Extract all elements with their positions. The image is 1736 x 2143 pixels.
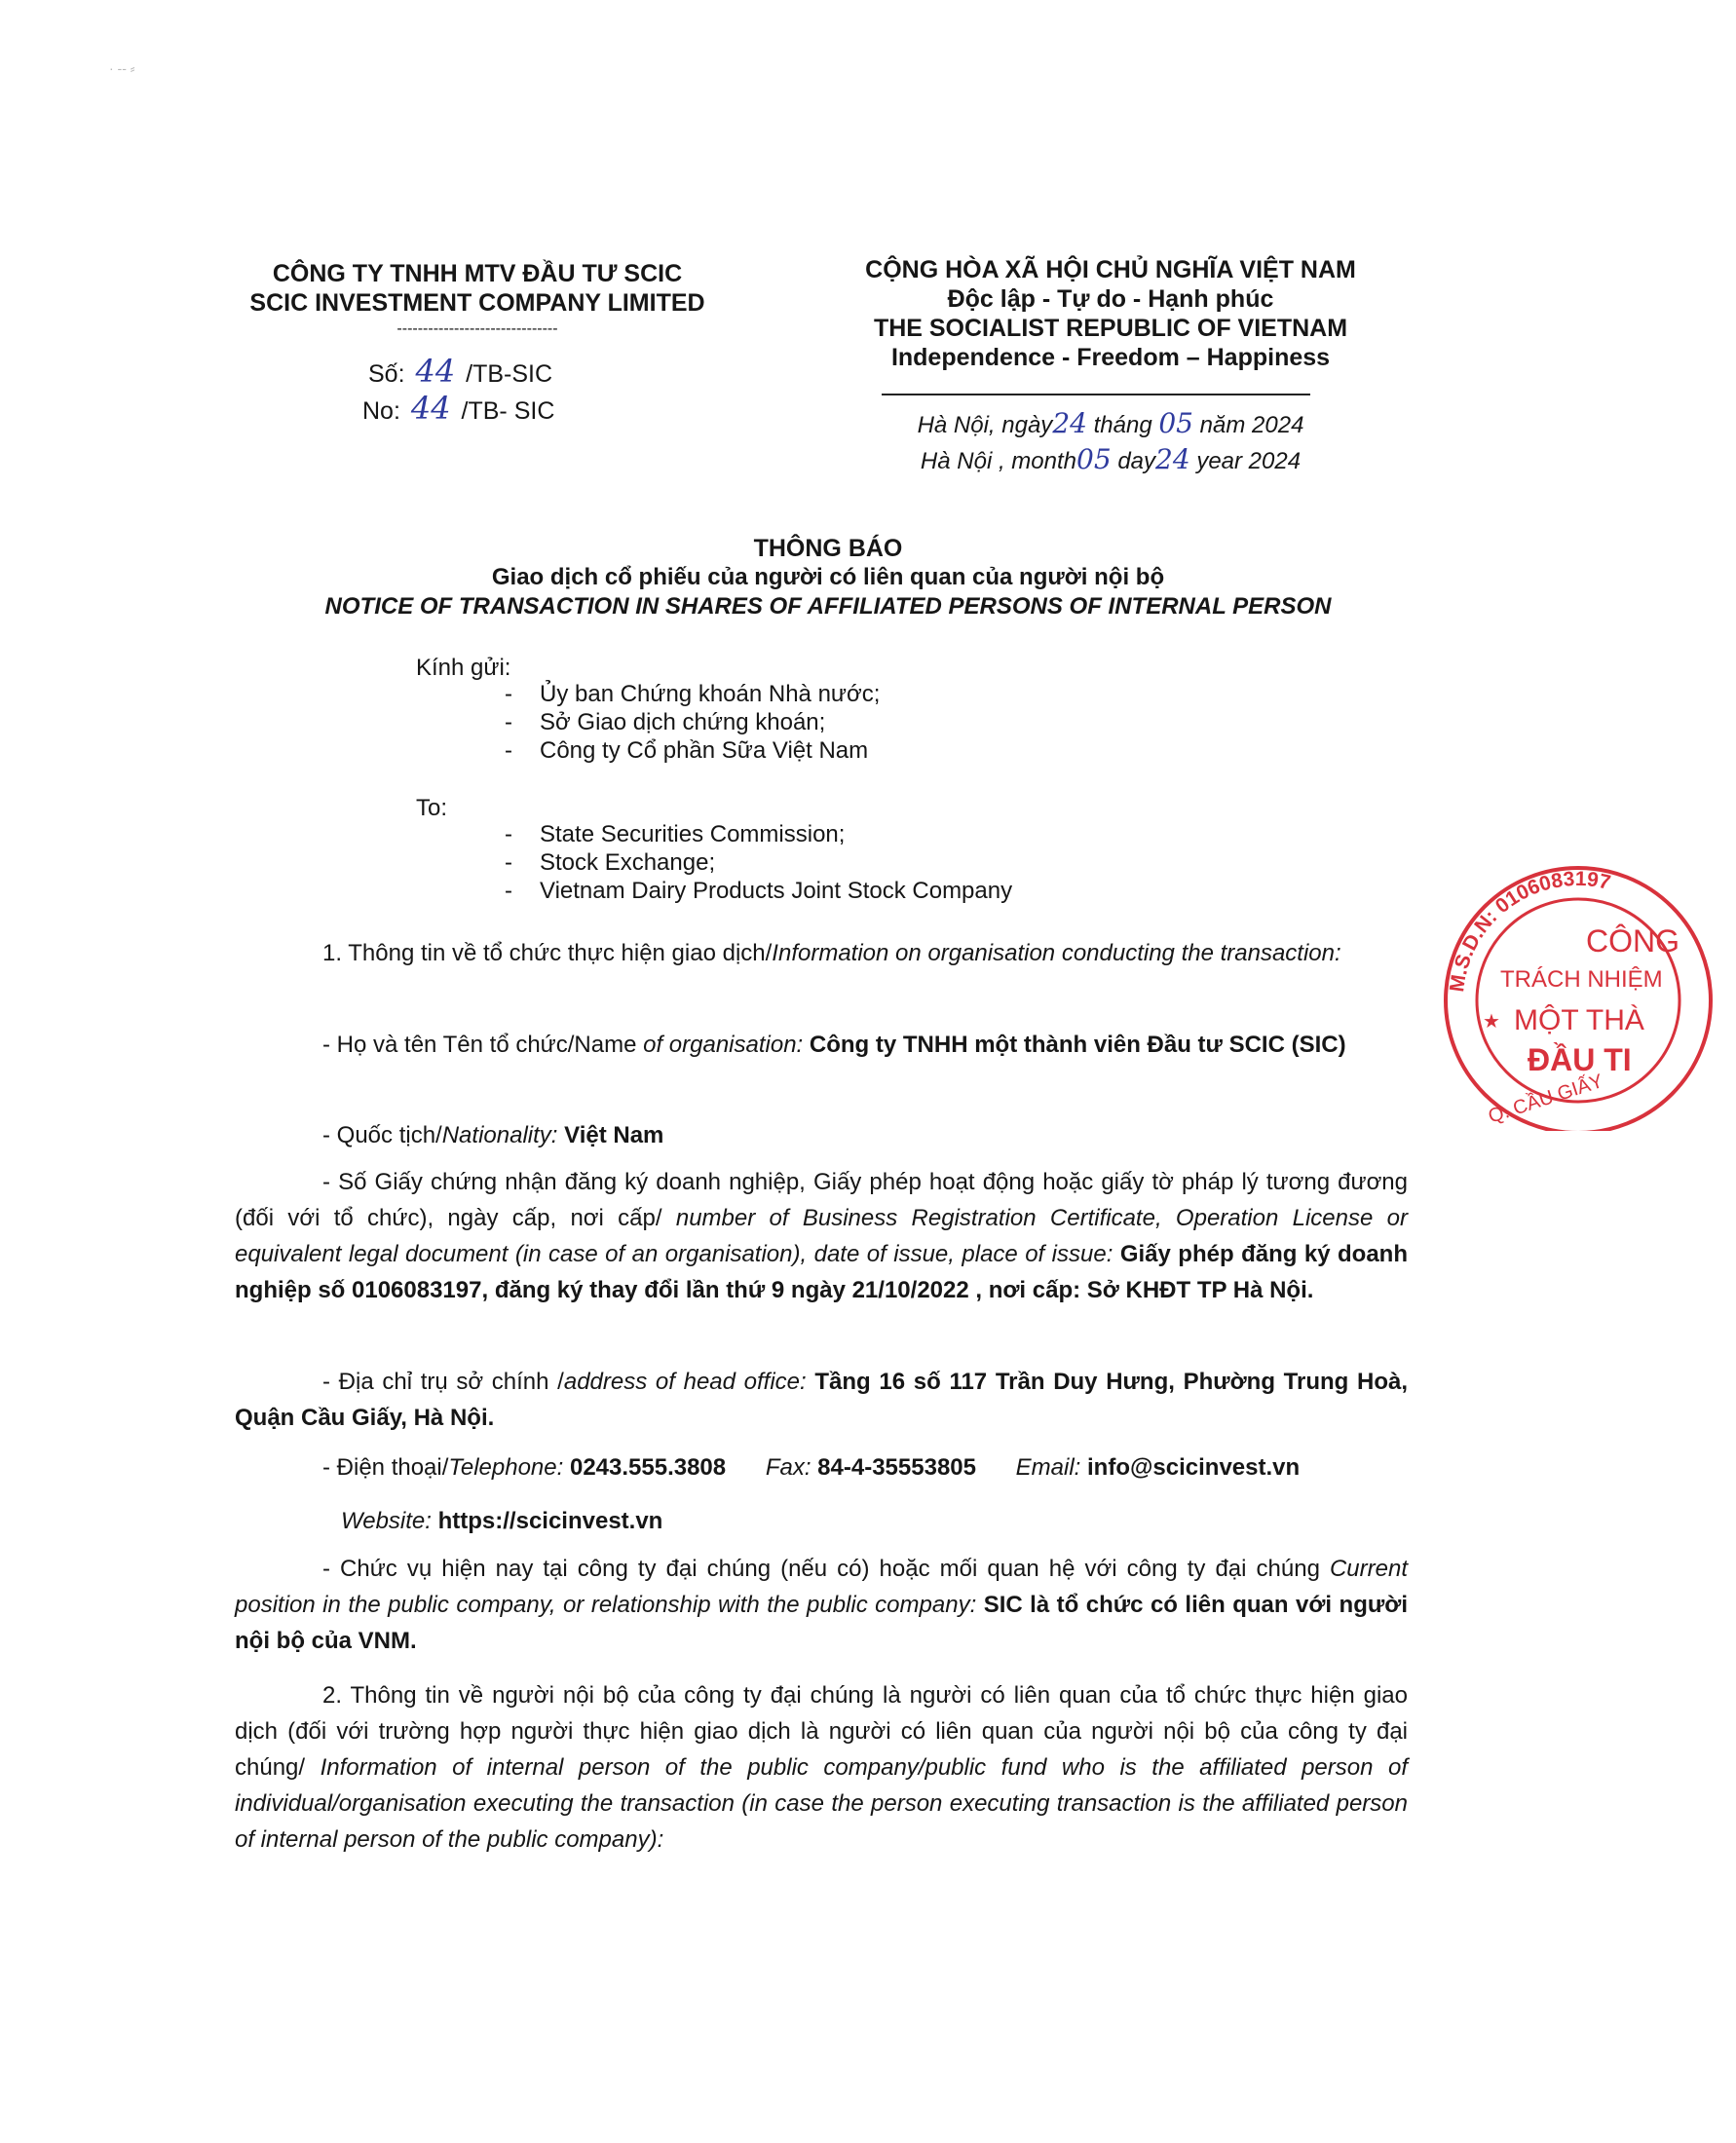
fax-value: 84-4-35553805 xyxy=(817,1454,976,1481)
issuer-name-vi: CÔNG TY TNHH MTV ĐẦU TƯ SCIC xyxy=(272,260,683,287)
date-vi-day-handwritten: 24 xyxy=(1052,407,1087,439)
recipients-en-label: To: xyxy=(416,795,448,821)
recipient-vi-item: - Sở Giao dịch chứng khoán; xyxy=(505,708,880,736)
recipient-vi-item: - Công ty Cổ phần Sữa Việt Nam xyxy=(505,736,880,765)
registration-label-en: number of Business Registration Certificate, Operation License or equivalent legal document (in case of an organisation), date of issue, place of issue: xyxy=(235,1205,1408,1267)
no-number-handwritten: 44 xyxy=(410,390,451,427)
org-name-row xyxy=(235,1027,1408,1063)
scan-artifact: · ‑‑ ⸗ xyxy=(109,60,135,76)
date-en-prefix: Hà Nội , month xyxy=(920,448,1076,474)
document-number-vi xyxy=(368,353,552,390)
section2-heading xyxy=(235,1677,1408,1858)
notice-subtitle-en: NOTICE OF TRANSACTION IN SHARES OF AFFILIATED PERSONS OF INTERNAL PERSON xyxy=(324,593,1332,620)
date-en-day-handwritten: 24 xyxy=(1155,443,1190,475)
date-line-en xyxy=(809,443,1413,475)
recipient-vi-item: - Ủy ban Chứng khoán Nhà nước; xyxy=(505,680,880,708)
phone-value: 0243.555.3808 xyxy=(569,1454,727,1481)
seal-line-3: MỘT THÀ xyxy=(1514,1004,1644,1036)
position-label-vi: - Chức vụ hiện nay tại công ty đại chúng (nếu có) hoặc mối quan hệ với công ty đại chúng xyxy=(322,1556,1320,1582)
header-rule xyxy=(882,394,1310,395)
issuer-header xyxy=(214,259,740,341)
nationality-label-en: Nationality: xyxy=(441,1122,558,1148)
seal-line-2: TRÁCH NHIỆM xyxy=(1500,966,1663,993)
org-name-value: Công ty TNHH một thành viên Đầu tư SCIC (SIC) xyxy=(809,1032,1346,1058)
date-vi-prefix: Hà Nội, ngày xyxy=(917,412,1053,438)
section1-heading-en: Information on organisation conducting the transaction: xyxy=(772,940,1341,966)
recipients-en-list xyxy=(505,820,1012,905)
fax-label: Fax: xyxy=(765,1454,811,1481)
website-row xyxy=(341,1508,662,1535)
so-suffix: /TB-SIC xyxy=(466,360,553,388)
company-seal-stamp xyxy=(1424,854,1679,1131)
position-value: SIC là tổ chức có liên quan với người nội bộ của VNM. xyxy=(235,1592,1408,1654)
date-vi-month-handwritten: 05 xyxy=(1158,407,1193,439)
seal-line-1: CÔNG xyxy=(1586,923,1679,959)
position-row xyxy=(235,1551,1408,1659)
org-name-label-vi: - Họ và tên Tên tổ chức/Name xyxy=(322,1032,637,1058)
so-label: Số: xyxy=(368,360,405,388)
phone-label-vi: - Điện thoại/ xyxy=(322,1454,449,1481)
section2-heading-vi: 2. Thông tin về người nội bộ của công ty đại chúng là người có liên quan của tổ chức thực hiện giao dịch (đối với trường hợp người thực hiện giao dịch là người có liên quan của người nội bộ của công ty đại chúng/ xyxy=(235,1682,1408,1781)
recipients-vi-list xyxy=(505,680,880,765)
recipients-vi-label: Kính gửi: xyxy=(416,655,511,681)
notice-title: THÔNG BÁO xyxy=(753,535,903,562)
no-label: No: xyxy=(362,397,400,425)
notice-title-block xyxy=(195,534,1461,621)
address-label-vi: - Địa chỉ trụ sở chính / xyxy=(322,1369,564,1395)
motto-vi: Độc lập - Tự do - Hạnh phúc xyxy=(947,285,1274,313)
republic-name-vi: CỘNG HÒA XÃ HỘI CHỦ NGHĨA VIỆT NAM xyxy=(865,256,1356,283)
registration-value: Giấy phép đăng ký doanh nghiệp số 0106083197, đăng ký thay đổi lần thứ 9 ngày 21/10/2022 , nơi cấp: Sở KHĐT TP Hà Nội. xyxy=(235,1241,1408,1303)
date-en-day-label: day xyxy=(1117,448,1156,474)
contact-row xyxy=(322,1454,1300,1482)
org-name-label-en: of organisation: xyxy=(636,1032,804,1058)
address-value: Tầng 16 số 117 Trần Duy Hưng, Phường Trung Hoà, Quận Cầu Giấy, Hà Nội. xyxy=(235,1369,1409,1431)
republic-name-en: THE SOCIALIST REPUBLIC OF VIETNAM xyxy=(873,315,1348,342)
document-number-en xyxy=(362,390,554,427)
seal-ring-text: M.S.D.N: 0106083197 xyxy=(1446,867,1613,994)
nationality-row xyxy=(235,1117,1408,1153)
motto-en: Independence - Freedom – Happiness xyxy=(890,344,1331,371)
date-line-vi xyxy=(809,407,1413,439)
seal-star-icon: ★ xyxy=(1483,1011,1500,1033)
section1-heading xyxy=(235,935,1408,971)
registration-row xyxy=(235,1164,1408,1308)
phone-label-en: Telephone: xyxy=(448,1454,564,1481)
email-label: Email: xyxy=(1015,1454,1081,1481)
issuer-name-en: SCIC INVESTMENT COMPANY LIMITED xyxy=(249,289,705,317)
republic-header xyxy=(809,255,1413,372)
address-row xyxy=(235,1364,1408,1436)
website-value: https://scicinvest.vn xyxy=(437,1508,663,1534)
nationality-value: Việt Nam xyxy=(564,1122,664,1148)
recipient-en-item: - Vietnam Dairy Products Joint Stock Company xyxy=(505,877,1012,905)
recipient-en-item: - State Securities Commission; xyxy=(505,820,1012,848)
seal-graphic xyxy=(1424,854,1736,1131)
date-vi-year: năm 2024 xyxy=(1199,412,1304,438)
position-label-en: Current position in the public company, or relationship with the public company: xyxy=(235,1556,1408,1618)
notice-subtitle-vi: Giao dịch cổ phiếu của người có liên quan của người nội bộ xyxy=(491,564,1165,590)
no-suffix: /TB- SIC xyxy=(461,397,555,425)
registration-label-vi: - Số Giấy chứng nhận đăng ký doanh nghiệp, Giấy phép hoạt động hoặc giấy tờ pháp lý tương đương (đối với tổ chức), ngày cấp, nơi cấp/ xyxy=(235,1169,1408,1231)
email-value: info@scicinvest.vn xyxy=(1087,1454,1301,1481)
date-vi-month-label: tháng xyxy=(1093,412,1152,438)
seal-line-4: ĐẦU TI xyxy=(1528,1042,1632,1077)
seal-bottom-text: Q. CẦU GIẤY xyxy=(1486,1070,1606,1128)
recipient-en-item: - Stock Exchange; xyxy=(505,848,1012,877)
nationality-label-vi: - Quốc tịch/ xyxy=(322,1122,442,1148)
so-number-handwritten: 44 xyxy=(415,353,456,390)
date-en-month-handwritten: 05 xyxy=(1076,443,1112,475)
date-en-year: year 2024 xyxy=(1196,448,1302,474)
website-label: Website: xyxy=(341,1508,432,1534)
section1-heading-vi: 1. Thông tin về tổ chức thực hiện giao dịch/ xyxy=(322,940,773,966)
header-divider: ------------------------------- xyxy=(396,320,558,337)
address-label-en: address of head office: xyxy=(563,1369,807,1395)
section2-heading-en: Information of internal person of the public company/public fund who is the affiliated person of individual/organisation executing the transaction (in case the person executing transaction is the affiliated person of internal person of the public company): xyxy=(235,1754,1408,1853)
